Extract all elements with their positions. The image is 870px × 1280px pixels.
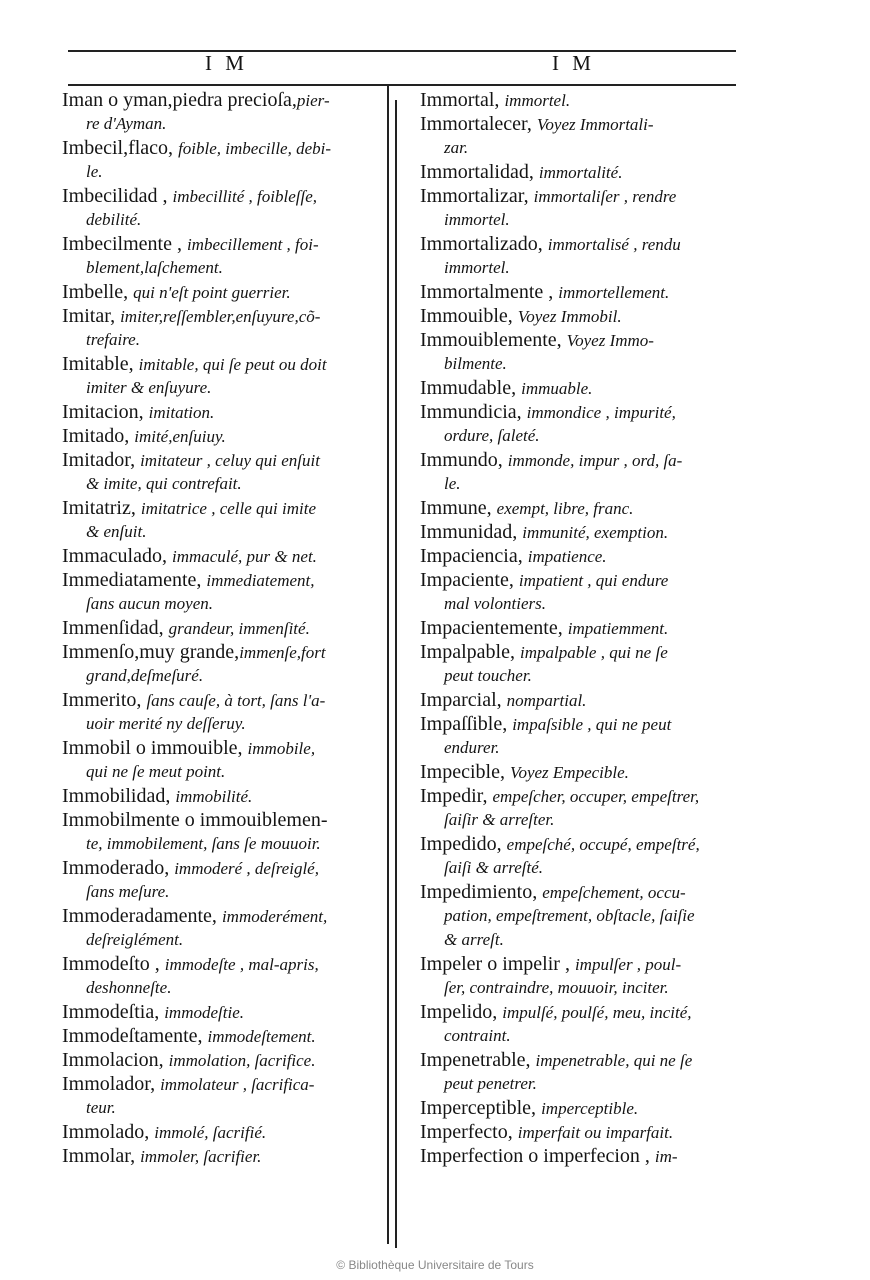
entry-translation: imiter,reſſembler,enſuyure,cõ- <box>120 307 321 326</box>
entry-headword: Immediatamente, <box>62 569 207 591</box>
dictionary-entry <box>420 304 750 328</box>
entry-headword: Imitatriz, <box>62 497 141 519</box>
dictionary-entry <box>62 1048 386 1072</box>
entry-headword: Impelido, <box>420 1001 503 1023</box>
dictionary-entry <box>420 232 750 280</box>
entry-headword: Immodeſto , <box>62 953 165 975</box>
entry-continuation: ſaiſir & arreſter. <box>444 810 555 829</box>
entry-headword: Immudable, <box>420 377 522 399</box>
entry-first-line <box>420 1048 750 1072</box>
entry-translation: grandeur, immenſité. <box>168 619 310 638</box>
entry-continuation: ſans meſure. <box>86 882 170 901</box>
dictionary-entry <box>62 88 386 136</box>
dictionary-entry <box>62 1072 386 1120</box>
entry-translation: immolé, ſacrifié. <box>154 1123 267 1142</box>
entry-translation: immoler, ſacrifier. <box>140 1147 262 1166</box>
left-column <box>62 88 386 1168</box>
entry-headword: Impeler o impelir , <box>420 953 575 975</box>
entry-translation: imitatrice , celle qui imite <box>140 499 317 518</box>
entry-translation: immoderé , deſreiglé, <box>174 859 319 878</box>
entry-continuation: uoir merité ny deſſeruy. <box>86 714 246 733</box>
dictionary-entry <box>62 808 386 856</box>
entry-translation: imbecillement , foi- <box>186 235 319 254</box>
entry-headword: Impedido, <box>420 833 507 855</box>
entry-first-line <box>62 1000 386 1024</box>
entry-first-line <box>420 688 750 712</box>
dictionary-entry <box>420 112 750 160</box>
entry-translation: impulſer , poul- <box>574 955 682 974</box>
dictionary-entry <box>62 1000 386 1024</box>
entry-first-line <box>62 1144 386 1168</box>
dictionary-entry <box>62 544 386 568</box>
entry-first-line <box>420 520 750 544</box>
entry-headword: Immouible, <box>420 305 518 327</box>
entry-first-line <box>62 1024 386 1048</box>
entry-first-line <box>62 1072 386 1096</box>
entry-first-line <box>420 328 750 352</box>
dictionary-entry <box>420 520 750 544</box>
entry-headword: Imitar, <box>62 305 121 327</box>
entry-continuation: le. <box>86 162 103 181</box>
dictionary-entry <box>420 640 750 688</box>
entry-translation: impulſé, poulſé, meu, incité, <box>502 1003 692 1022</box>
header-rule <box>68 84 736 86</box>
entry-headword: Impaciencia, <box>420 545 528 567</box>
entry-first-line <box>62 1048 386 1072</box>
entry-first-line <box>62 736 386 760</box>
entry-headword: Immunidad, <box>420 521 523 543</box>
entry-first-line <box>420 376 750 400</box>
dictionary-entry <box>62 736 386 784</box>
dictionary-entry <box>62 280 386 304</box>
entry-translation: immortel. <box>504 91 571 110</box>
entry-first-line <box>420 400 750 424</box>
entry-headword: Immortalizado, <box>420 233 548 255</box>
entry-first-line <box>420 184 750 208</box>
entry-translation: pier- <box>296 91 330 110</box>
entry-first-line <box>420 160 750 184</box>
entry-headword: Immolacion, <box>62 1049 169 1071</box>
dictionary-entry <box>420 928 750 952</box>
entry-headword: Immune, <box>420 497 497 519</box>
entry-translation: immaculé, pur & net. <box>171 547 317 566</box>
entry-continuation: endurer. <box>444 738 500 757</box>
entry-continuation: contraint. <box>444 1026 511 1045</box>
column-divider-thin <box>395 100 397 1248</box>
dictionary-entry <box>62 448 386 496</box>
entry-first-line <box>420 280 750 304</box>
entry-first-line <box>420 544 750 568</box>
entry-translation: immenſe,fort <box>239 643 326 662</box>
entry-headword: Immolador, <box>62 1073 161 1095</box>
entry-first-line <box>62 352 386 376</box>
entry-translation: immonde, impur , ord, ſa- <box>507 451 683 470</box>
entry-continuation: & arreſt. <box>444 930 504 949</box>
entry-continuation: peut penetrer. <box>444 1074 537 1093</box>
dictionary-entry <box>420 400 750 448</box>
running-head-left: I M <box>205 51 248 75</box>
entry-translation: immuable. <box>521 379 593 398</box>
entry-translation: immobilité. <box>175 787 253 806</box>
dictionary-entry <box>420 880 750 928</box>
entry-continuation: re d'Ayman. <box>86 114 167 133</box>
entry-headword: Impalpable, <box>420 641 520 663</box>
entry-translation: foible, imbecille, debi- <box>178 139 332 158</box>
entry-continuation: deſreiglément. <box>86 930 184 949</box>
entry-headword: Imbelle, <box>62 281 134 303</box>
entry-continuation: mal volontiers. <box>444 594 546 613</box>
dictionary-entry <box>420 952 750 1000</box>
entry-continuation: ſer, contraindre, mouuoir, inciter. <box>444 978 669 997</box>
entry-first-line <box>62 952 386 976</box>
entry-headword: Imitacion, <box>62 401 149 423</box>
dictionary-entry <box>62 304 386 352</box>
footer-credit: © Bibliothèque Universitaire de Tours <box>336 1258 534 1272</box>
dictionary-entry <box>420 1048 750 1096</box>
entry-first-line <box>62 688 386 712</box>
dictionary-entry <box>62 784 386 808</box>
entry-translation: immodeſte , mal-apris, <box>164 955 319 974</box>
dictionary-entry <box>420 160 750 184</box>
dictionary-entry <box>62 352 386 400</box>
entry-translation: Voyez Immortali- <box>536 115 654 134</box>
entry-headword: Imperfection o imperfecion , <box>420 1145 655 1167</box>
entry-headword: Impacientemente, <box>420 617 568 639</box>
entry-translation: qui n'eſt point guerrier. <box>133 283 291 302</box>
entry-first-line <box>420 784 750 808</box>
dictionary-entry <box>62 904 386 952</box>
dictionary-entry <box>420 328 750 376</box>
entry-first-line <box>420 88 750 112</box>
entry-headword: Immouiblemente, <box>420 329 567 351</box>
entry-translation: imbecillité , foibleſſe, <box>172 187 317 206</box>
entry-first-line <box>62 640 386 664</box>
entry-first-line <box>62 808 386 832</box>
dictionary-entry <box>420 784 750 832</box>
entry-translation: immodeſtement. <box>207 1027 316 1046</box>
dictionary-entry <box>62 424 386 448</box>
entry-first-line <box>420 880 750 904</box>
entry-headword: Immundicia, <box>420 401 527 423</box>
entry-continuation: ſans aucun moyen. <box>86 594 214 613</box>
entry-first-line <box>420 1000 750 1024</box>
entry-continuation: ordure, ſaleté. <box>444 426 540 445</box>
entry-continuation: blement,laſchement. <box>86 258 223 277</box>
entry-translation: imité,enſuiuy. <box>134 427 226 446</box>
dictionary-entry <box>420 760 750 784</box>
entry-first-line <box>62 496 386 520</box>
dictionary-entry <box>420 1144 750 1168</box>
entry-continuation: debilité. <box>86 210 142 229</box>
entry-translation: Voyez Immobil. <box>517 307 622 326</box>
dictionary-entry <box>62 400 386 424</box>
dictionary-entry <box>62 232 386 280</box>
entry-headword: Impecible, <box>420 761 510 783</box>
entry-headword: Immolado, <box>62 1121 155 1143</box>
entry-translation: immolateur , ſacrifica- <box>160 1075 315 1094</box>
entry-translation: immondice , impurité, <box>526 403 676 422</box>
entry-continuation: imiter & enſuyure. <box>86 378 212 397</box>
dictionary-entry <box>62 616 386 640</box>
dictionary-entry <box>420 544 750 568</box>
entry-headword: Imitado, <box>62 425 135 447</box>
entry-headword: Immobilidad, <box>62 785 176 807</box>
entry-first-line <box>62 568 386 592</box>
dictionary-entry <box>62 1120 386 1144</box>
entry-translation: imperfait ou imparfait. <box>517 1123 674 1142</box>
entry-headword: Immerito, <box>62 689 147 711</box>
dictionary-entry <box>62 856 386 904</box>
entry-translation: immortellement. <box>558 283 670 302</box>
entry-first-line <box>62 784 386 808</box>
entry-translation: imitation. <box>148 403 215 422</box>
entry-continuation: & imite, qui contrefait. <box>86 474 242 493</box>
entry-headword: Impaſſible, <box>420 713 513 735</box>
entry-translation: impalpable , qui ne ſe <box>519 643 668 662</box>
entry-translation: immobile, <box>247 739 316 758</box>
entry-continuation: bilmente. <box>444 354 507 373</box>
entry-headword: Impaciente, <box>420 569 519 591</box>
entry-first-line <box>420 952 750 976</box>
entry-translation: immediatement, <box>206 571 315 590</box>
entry-translation: nompartial. <box>506 691 587 710</box>
entry-translation: immolation, ſacrifice. <box>168 1051 316 1070</box>
entry-first-line <box>420 112 750 136</box>
dictionary-entry <box>62 640 386 688</box>
dictionary-entry <box>420 616 750 640</box>
column-divider-thick <box>387 86 389 1244</box>
entry-continuation: trefaire. <box>86 330 140 349</box>
entry-translation: exempt, libre, franc. <box>496 499 634 518</box>
entry-headword: Imperceptible, <box>420 1097 542 1119</box>
entry-translation: impatience. <box>527 547 607 566</box>
entry-first-line <box>62 856 386 880</box>
dictionary-entry <box>62 1024 386 1048</box>
entry-headword: Imitador, <box>62 449 141 471</box>
entry-first-line <box>62 544 386 568</box>
entry-headword: Impedimiento, <box>420 881 543 903</box>
entry-headword: Immundo, <box>420 449 508 471</box>
dictionary-entry <box>62 952 386 1000</box>
entry-first-line <box>62 400 386 424</box>
dictionary-entry <box>62 136 386 184</box>
entry-headword: Immodeſtamente, <box>62 1025 208 1047</box>
entry-continuation: pation, empeſtrement, obſtacle, ſaiſie <box>444 906 695 925</box>
dictionary-entry <box>62 184 386 232</box>
entry-first-line <box>420 1120 750 1144</box>
entry-headword: Immortalizar, <box>420 185 534 207</box>
entry-headword: Imbecil,flaco, <box>62 137 179 159</box>
entry-headword: Immortalecer, <box>420 113 537 135</box>
entry-first-line <box>420 304 750 328</box>
entry-first-line <box>62 424 386 448</box>
entry-first-line <box>420 760 750 784</box>
entry-first-line <box>62 136 386 160</box>
entry-translation: Voyez Empecible. <box>509 763 629 782</box>
entry-translation: impaſsible , qui ne peut <box>512 715 672 734</box>
entry-first-line <box>62 1120 386 1144</box>
entry-headword: Imparcial, <box>420 689 507 711</box>
entry-first-line <box>420 616 750 640</box>
dictionary-entry <box>420 496 750 520</box>
entry-continuation: te, immobilement, ſans ſe mouuoir. <box>86 834 321 853</box>
entry-continuation: grand,deſmeſuré. <box>86 666 204 685</box>
entry-first-line <box>420 232 750 256</box>
entry-headword: Immortal, <box>420 89 505 111</box>
entry-first-line <box>420 568 750 592</box>
entry-headword: Immolar, <box>62 1145 141 1167</box>
top-rule <box>68 50 736 52</box>
entry-headword: Immenſo,muy grande, <box>62 641 240 663</box>
entry-translation: imitateur , celuy qui enſuit <box>140 451 320 470</box>
dictionary-entry <box>420 1096 750 1120</box>
dictionary-entry <box>420 184 750 232</box>
entry-headword: Imbecilmente , <box>62 233 187 255</box>
dictionary-entry <box>62 688 386 736</box>
entry-translation: imitable, qui ſe peut ou doit <box>138 355 327 374</box>
dictionary-entry <box>420 688 750 712</box>
right-column <box>420 88 750 1168</box>
entry-headword: Immobil o immouible, <box>62 737 248 759</box>
entry-continuation: teur. <box>86 1098 116 1117</box>
entry-translation: immoderément, <box>221 907 328 926</box>
entry-translation: impatient , qui endure <box>518 571 669 590</box>
entry-translation: empeſché, occupé, empeſtré, <box>506 835 700 854</box>
entry-first-line <box>62 232 386 256</box>
dictionary-entry <box>62 568 386 616</box>
entry-headword: Immodeſtia, <box>62 1001 165 1023</box>
dictionary-entry <box>420 568 750 616</box>
entry-translation: immortaliſer , rendre <box>533 187 677 206</box>
running-head-right: I M <box>552 51 595 75</box>
dictionary-entry <box>420 88 750 112</box>
entry-continuation: qui ne ſe meut point. <box>86 762 226 781</box>
dictionary-entry <box>420 448 750 496</box>
entry-continuation: immortel. <box>444 258 510 277</box>
entry-translation: immortalisé , rendu <box>547 235 681 254</box>
entry-continuation: peut toucher. <box>444 666 532 685</box>
entry-headword: Imbecilidad , <box>62 185 173 207</box>
entry-headword: Immoderadamente, <box>62 905 222 927</box>
dictionary-entry <box>420 376 750 400</box>
dictionary-entry <box>420 280 750 304</box>
entry-continuation: zar. <box>444 138 469 157</box>
entry-first-line <box>420 496 750 520</box>
entry-continuation: ſaiſi & arreſté. <box>444 858 544 877</box>
entry-translation: im- <box>654 1147 678 1166</box>
entry-headword: Immenſidad, <box>62 617 169 639</box>
entry-continuation: deshonneſte. <box>86 978 172 997</box>
entry-headword: Iman o yman,piedra precioſa, <box>62 89 297 111</box>
entry-first-line <box>62 616 386 640</box>
entry-translation: immodeſtie. <box>164 1003 244 1022</box>
entry-first-line <box>420 832 750 856</box>
entry-first-line <box>62 88 386 112</box>
entry-first-line <box>62 280 386 304</box>
dictionary-entry <box>420 712 750 760</box>
entry-continuation: immortel. <box>444 210 510 229</box>
entry-translation: empeſchement, occu- <box>542 883 686 902</box>
entry-headword: Imperfecto, <box>420 1121 518 1143</box>
entry-first-line <box>420 1144 750 1168</box>
entry-first-line <box>62 448 386 472</box>
entry-translation: immunité, exemption. <box>522 523 669 542</box>
entry-headword: Immortalmente , <box>420 281 559 303</box>
entry-headword: Immortalidad, <box>420 161 539 183</box>
entry-first-line <box>62 304 386 328</box>
entry-first-line <box>420 1096 750 1120</box>
dictionary-entry <box>420 1000 750 1048</box>
entry-translation: Voyez Immo- <box>566 331 654 350</box>
entry-headword: Impenetrable, <box>420 1049 536 1071</box>
entry-translation: ſans cauſe, à tort, ſans l'a- <box>146 691 326 710</box>
dictionary-entry <box>420 832 750 880</box>
dictionary-entry <box>62 1144 386 1168</box>
entry-continuation: le. <box>444 474 461 493</box>
entry-first-line <box>420 640 750 664</box>
entry-headword: Immaculado, <box>62 545 172 567</box>
entry-translation: imperceptible. <box>541 1099 639 1118</box>
entry-headword: Immobilmente o immouiblemen- <box>62 809 328 831</box>
entry-headword: Immoderado, <box>62 857 175 879</box>
entry-translation: impatiemment. <box>567 619 669 638</box>
entry-headword: Impedir, <box>420 785 493 807</box>
dictionary-entry <box>420 1120 750 1144</box>
entry-translation: impenetrable, qui ne ſe <box>535 1051 693 1070</box>
dictionary-entry <box>62 496 386 544</box>
entry-first-line <box>420 448 750 472</box>
entry-headword: Imitable, <box>62 353 139 375</box>
entry-translation: empeſcher, occuper, empeſtrer, <box>492 787 700 806</box>
entry-translation: immortalité. <box>538 163 623 182</box>
entry-continuation: & enſuit. <box>86 522 147 541</box>
entry-first-line <box>62 184 386 208</box>
entry-first-line <box>420 712 750 736</box>
entry-first-line <box>62 904 386 928</box>
